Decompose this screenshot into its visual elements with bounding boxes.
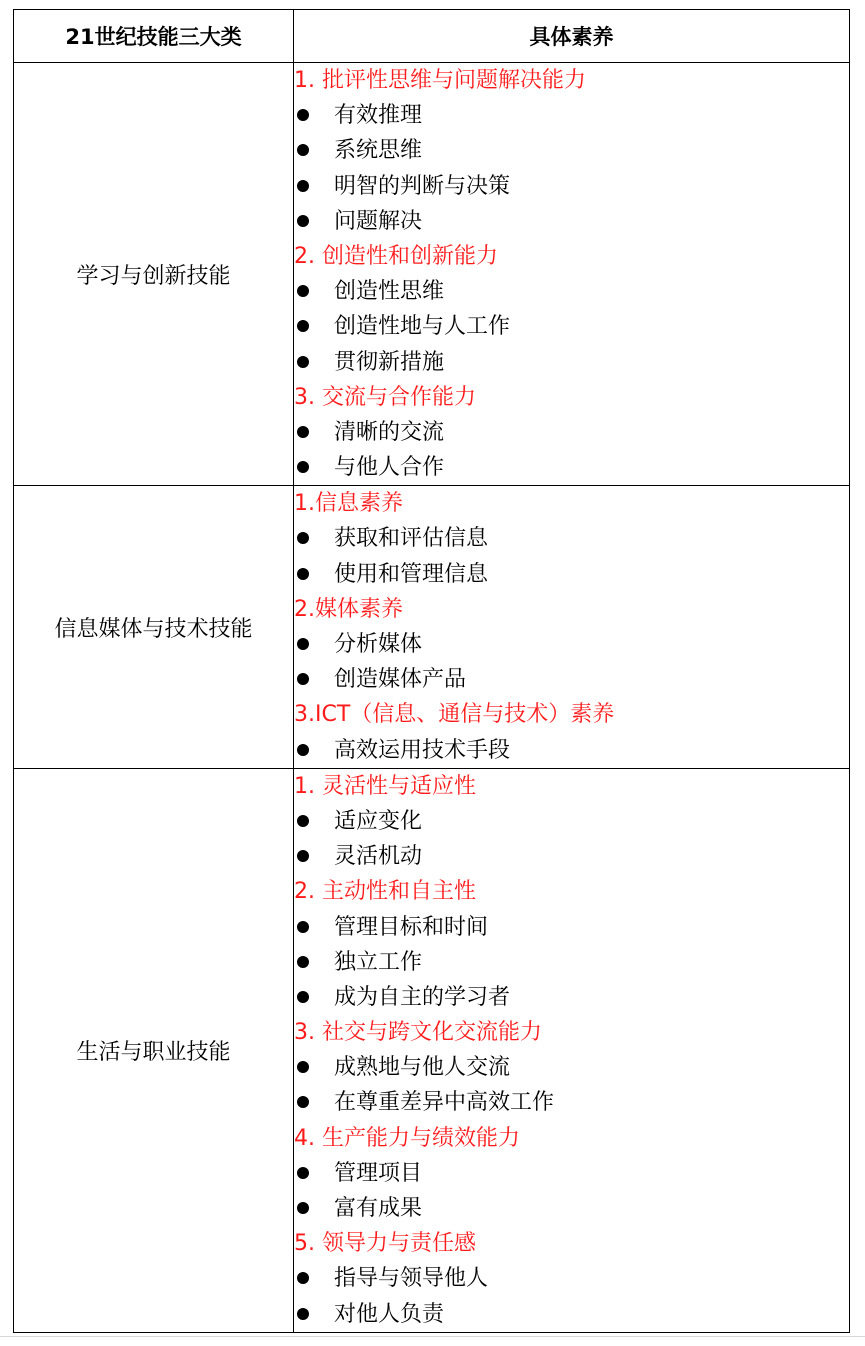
competency-item: [294, 133, 849, 168]
bullet-icon: [297, 673, 309, 685]
competency-item-text: 指导与领导他人: [334, 1266, 489, 1292]
bullet-icon: [297, 180, 309, 192]
bullet-icon: [297, 850, 309, 862]
bullet-icon: [297, 1272, 309, 1284]
competency-item-text: 高效运用技术手段: [334, 737, 511, 763]
competency-heading: 2. 创造性和创新能力: [294, 243, 498, 269]
bullet-icon: [297, 1167, 309, 1179]
bullet-icon: [297, 921, 309, 933]
competency-item-text: 与他人合作: [334, 455, 445, 481]
bullet-icon: [297, 638, 309, 650]
table-row: [14, 768, 850, 1332]
page-bottom-rule: [0, 1336, 865, 1337]
header-category: 21世纪技能三大类: [14, 10, 294, 63]
competency-item-text: 灵活机动: [334, 844, 423, 870]
header-competencies: 具体素养: [294, 10, 850, 63]
competency-item-text: 系统思维: [334, 138, 423, 164]
competency-item: [294, 521, 849, 556]
competency-list-cell: [294, 486, 850, 769]
bullet-icon: [297, 815, 309, 827]
bullet-icon: [297, 144, 309, 156]
bullet-icon: [297, 532, 309, 544]
competency-item: [294, 274, 849, 309]
bullet-icon: [297, 426, 309, 438]
competency-list-cell: [294, 768, 850, 1332]
category-cell: 生活与职业技能: [14, 768, 294, 1332]
competency-item: [294, 450, 849, 485]
category-cell: 学习与创新技能: [14, 63, 294, 486]
header-row: [14, 10, 850, 63]
competency-item-text: 对他人负责: [334, 1301, 445, 1327]
competency-heading: 2.媒体素养: [294, 596, 403, 622]
table-row: [14, 63, 850, 486]
bullet-icon: [297, 744, 309, 756]
competency-item-text: 分析媒体: [334, 632, 423, 657]
competency-item-text: 适应变化: [334, 808, 423, 834]
competency-item: [294, 1050, 849, 1085]
bullet-icon: [297, 1061, 309, 1073]
bullet-icon: [297, 1308, 309, 1320]
competency-item-text: 使用和管理信息: [334, 561, 489, 587]
competency-item-text: 管理目标和时间: [334, 914, 489, 940]
competency-heading: 1. 批评性思维与问题解决能力: [294, 68, 586, 93]
competency-item-text: 有效推理: [334, 103, 423, 129]
competency-item: [294, 169, 849, 204]
category-cell: 信息媒体与技术技能: [14, 486, 294, 769]
bullet-icon: [297, 1202, 309, 1214]
competency-heading: 1. 灵活性与适应性: [294, 773, 476, 799]
competency-item-text: 管理项目: [334, 1160, 423, 1186]
competency-item: [294, 1085, 849, 1120]
skills-table: [13, 9, 850, 1333]
competency-item: [294, 945, 849, 980]
competency-list-cell: [294, 63, 850, 486]
competency-item-text: 独立工作: [334, 949, 423, 975]
competency-item: [294, 309, 849, 344]
competency-item: [294, 1156, 849, 1191]
bullet-icon: [297, 109, 309, 121]
competency-item: [294, 839, 849, 874]
competency-item: [294, 557, 849, 592]
competency-heading: 3. 交流与合作能力: [294, 384, 476, 410]
bullet-icon: [297, 991, 309, 1003]
competency-item: [294, 345, 849, 380]
competency-item-text: 明智的判断与决策: [334, 173, 511, 199]
bullet-icon: [297, 461, 309, 473]
competency-item-text: 在尊重差异中高效工作: [334, 1090, 555, 1116]
bullet-icon: [297, 285, 309, 297]
competency-item-text: 获取和评估信息: [334, 526, 489, 552]
competency-item-text: 清晰的交流: [334, 419, 445, 445]
bullet-icon: [297, 356, 309, 368]
competency-heading: 2. 主动性和自主性: [294, 879, 476, 905]
competency-heading: 3. 社交与跨文化交流能力: [294, 1020, 542, 1046]
bullet-icon: [297, 568, 309, 580]
competency-item-text: 贯彻新措施: [334, 349, 445, 375]
bullet-icon: [297, 215, 309, 227]
competency-item-text: 富有成果: [334, 1196, 423, 1221]
competency-heading: 3.ICT（信息、通信与技术）素养: [294, 702, 615, 728]
competency-item-text: 创造性地与人工作: [334, 314, 511, 340]
competency-item: [294, 910, 849, 945]
competency-item: [294, 1297, 849, 1332]
competency-item: [294, 204, 849, 239]
competency-item: [294, 1261, 849, 1296]
competency-item-text: 创造性思维: [334, 279, 445, 305]
competency-heading: 1.信息素养: [294, 491, 403, 517]
competency-item-text: 创造媒体产品: [334, 667, 467, 693]
competency-item: [294, 980, 849, 1015]
competency-item-text: 问题解决: [334, 208, 423, 234]
competency-item: [294, 415, 849, 450]
bullet-icon: [297, 320, 309, 332]
table-row: [14, 486, 850, 769]
bullet-icon: [297, 956, 309, 968]
competency-item: [294, 98, 849, 133]
competency-item: [294, 804, 849, 839]
competency-item: [294, 627, 849, 662]
competency-item: [294, 662, 849, 697]
competency-heading: 5. 领导力与责任感: [294, 1231, 476, 1257]
competency-item: [294, 1191, 849, 1226]
bullet-icon: [297, 1096, 309, 1108]
competency-item-text: 成熟地与他人交流: [334, 1055, 511, 1081]
competency-item: [294, 733, 849, 768]
competency-heading: 4. 生产能力与绩效能力: [294, 1125, 520, 1151]
competency-item-text: 成为自主的学习者: [334, 984, 511, 1010]
